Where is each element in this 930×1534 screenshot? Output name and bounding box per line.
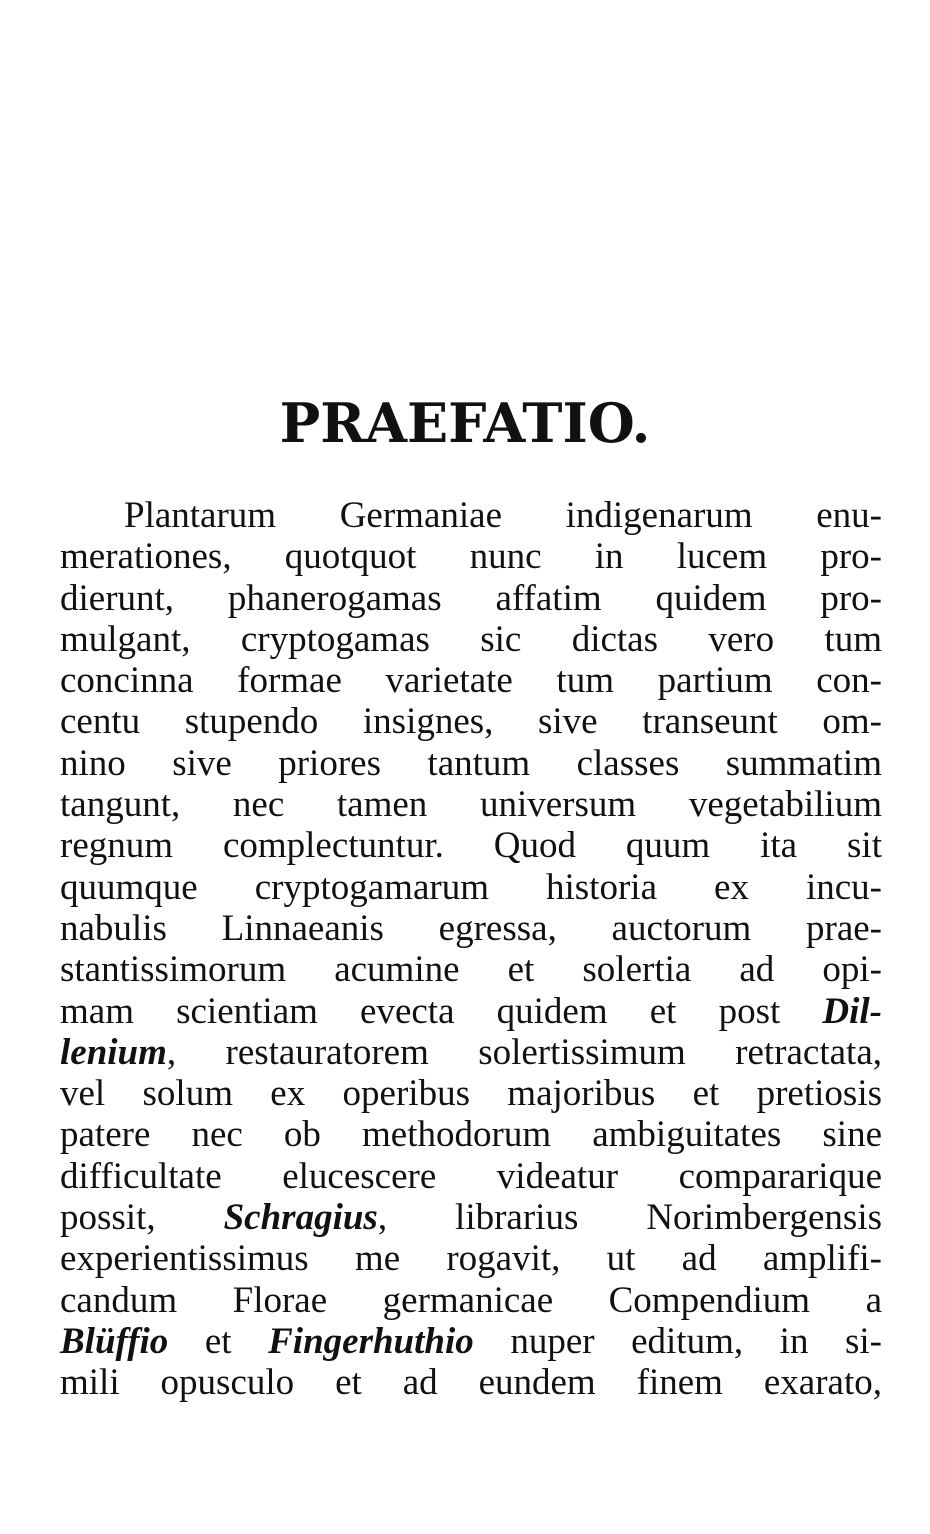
text-line: dierunt, phanerogamas affatim quidem pro- [60, 577, 882, 619]
text-segment: nuper editum, in si- [473, 1320, 882, 1362]
text-line: candum Florae germanicae Compendium a [60, 1279, 882, 1321]
italic-name: lenium [60, 1031, 167, 1073]
text-line: difficultate elucescere videatur compararique [60, 1155, 882, 1197]
text-line: merationes, quotquot nunc in lucem pro- [60, 536, 882, 578]
text-line: tangunt, nec tamen universum vegetabilium [60, 784, 882, 826]
text-segment: , librarius Norimbergensis [377, 1197, 883, 1239]
text-line: stantissimorum acumine et solertia ad opi- [60, 949, 882, 991]
text-line: mili opusculo et ad eundem finem exarato, [60, 1362, 882, 1404]
text-line: mulgant, cryptogamas sic dictas vero tum [60, 618, 882, 660]
text-line [60, 1032, 882, 1073]
italic-name: Dil- [822, 990, 883, 1032]
text-line: nabulis Linnaeanis egressa, auctorum prae- [60, 907, 882, 949]
text-line: patere nec ob methodorum ambiguitates sine [60, 1114, 882, 1156]
text-line: quumque cryptogamarum historia ex incu- [60, 866, 882, 908]
text-line [60, 991, 882, 1032]
text-segment: et [168, 1320, 269, 1362]
italic-name: Schragius [223, 1197, 378, 1239]
body-text [60, 495, 882, 1404]
text-line: experientissimus me rogavit, ut ad amplifi- [60, 1238, 882, 1280]
italic-name: Fingerhuthio [268, 1320, 474, 1362]
text-line: nino sive priores tantum classes summatim [60, 742, 882, 784]
text-line [60, 1321, 882, 1362]
text-line [60, 1197, 882, 1238]
text-segment: possit, [60, 1197, 224, 1239]
italic-name: Blüffio [60, 1320, 169, 1362]
text-line: vel solum ex operibus majoribus et pretiosis [60, 1073, 882, 1115]
text-line: Plantarum Germaniae indigenarum enu- [124, 495, 882, 536]
text-line: centu stupendo insignes, sive transeunt om- [60, 701, 882, 743]
text-segment: , restauratorem solertissimum retractata, [166, 1031, 882, 1073]
text-line: concinna formae varietate tum partium con- [60, 660, 882, 702]
page-title: PRAEFATIO. [279, 391, 651, 455]
text-segment: mam scientiam evecta quidem et post [60, 990, 781, 1032]
text-line: regnum complectuntur. Quod quum ita sit [60, 825, 882, 867]
